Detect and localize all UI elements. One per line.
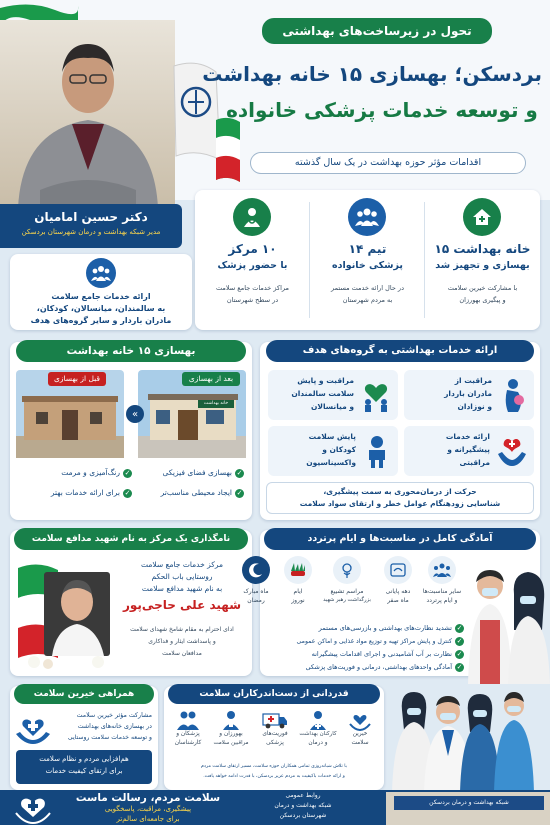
stat-item bbox=[195, 190, 310, 330]
target-item-line: مراقبت از bbox=[454, 376, 492, 385]
target-groups-title: ارائه خدمات بهداشتی به گروه‌های هدف bbox=[266, 340, 534, 362]
appreciation-item bbox=[254, 710, 296, 748]
occasion-label: بزرگداشت رهبر شهید bbox=[323, 597, 371, 603]
occasion-label: دهه پایانی bbox=[385, 588, 411, 595]
subtitle-pill bbox=[250, 152, 526, 174]
family-icon bbox=[86, 258, 116, 288]
check-icon: ✓ bbox=[124, 488, 131, 497]
martyr-title: نامگذاری یک مرکز به نام شهید مدافع سلامت bbox=[14, 528, 248, 550]
target-item bbox=[404, 426, 534, 476]
health-staff-icon bbox=[308, 710, 328, 730]
occasion-label: رمضان bbox=[247, 597, 265, 604]
martyr-name: شهید علی حاجی‌پور bbox=[122, 598, 242, 612]
renovation-check bbox=[132, 468, 244, 478]
target-groups-note bbox=[266, 482, 534, 514]
highlight-line: هم‌افزایی مردم و نظام سلامت bbox=[39, 755, 129, 763]
footer-org2: شبکه بهداشت و درمان bbox=[274, 802, 332, 809]
occasion-item bbox=[236, 556, 276, 616]
target-item bbox=[268, 370, 398, 420]
ambulance-icon bbox=[262, 710, 288, 730]
martyr-card bbox=[10, 530, 252, 676]
official-name: دکتر حسین امامیان bbox=[34, 210, 148, 224]
occasions-title: آمادگی کامل در مناسبت‌ها و ایام پرتردد bbox=[264, 528, 536, 550]
target-item-line: و نوزادان bbox=[457, 402, 492, 411]
target-item-line: مراقبتی bbox=[459, 458, 490, 467]
footer-heart-logo-icon bbox=[16, 793, 50, 823]
martyr-portrait bbox=[18, 558, 114, 670]
appreciation-label: سلامت bbox=[351, 740, 369, 746]
stat-item bbox=[425, 190, 540, 330]
check-icon: ✓ bbox=[456, 662, 463, 671]
before-after-arrow-icon: » bbox=[126, 405, 144, 423]
stat-title: خانه بهداشت ۱۵ bbox=[434, 242, 531, 256]
bullet-text: کنترل و پایش مراکز تهیه و توزیع مواد غذایی و اماکن عمومی bbox=[296, 638, 452, 645]
appreciation-card bbox=[164, 686, 384, 790]
occasion-label: ایام bbox=[293, 588, 303, 595]
team-icon bbox=[348, 198, 386, 236]
stat-title: ۱۰ مرکز bbox=[228, 242, 277, 256]
renovation-check bbox=[20, 468, 132, 478]
check-icon: ✓ bbox=[236, 488, 243, 497]
donors-highlight bbox=[16, 750, 152, 784]
martyr-desc: ادای احترام به مقام شامخ شهدای سلامت bbox=[130, 626, 234, 633]
calligraphy-icon bbox=[384, 556, 412, 584]
check-icon: ✓ bbox=[124, 468, 131, 477]
martyr-desc: مدافعان سلامت bbox=[162, 650, 202, 657]
target-item-line: پیشگیرانه و bbox=[447, 445, 490, 454]
stat-desc-sub: در سطح شهرستان bbox=[226, 296, 279, 304]
appreciation-title: قدردانی از دست‌اندرکاران سلامت bbox=[168, 684, 380, 704]
target-item-line: مادران باردار bbox=[444, 389, 492, 398]
martyr-desc: و پاسداشت ایثار و فداکاری bbox=[148, 638, 216, 645]
doctors-icon bbox=[177, 710, 199, 730]
services-line3: مادران باردار و سایر گروه‌های هدف bbox=[30, 316, 172, 325]
footer-org3: شهرستان بردسکن bbox=[279, 812, 327, 819]
target-item-line: سلامت سالمندان bbox=[291, 389, 354, 398]
elderly-care-icon bbox=[360, 378, 392, 412]
target-item bbox=[404, 370, 534, 420]
target-item-line: و میانسالان bbox=[310, 402, 354, 411]
donors-line: مشارکت مؤثر خیرین سلامت bbox=[76, 712, 152, 719]
family-crowd-icon bbox=[428, 556, 456, 584]
stat-desc-sub: و پیگیری بهورزان bbox=[459, 296, 506, 304]
donors-line: در بهسازی خانه‌های بهداشت bbox=[77, 723, 152, 730]
heart-hands-icon bbox=[16, 712, 50, 744]
check-text: بهسازی فضای فیزیکی bbox=[162, 468, 232, 477]
doctor-icon bbox=[233, 198, 271, 236]
comprehensive-services-card bbox=[10, 254, 192, 330]
occasion-label: ماه صفر bbox=[387, 597, 409, 604]
building-sign: شبکه بهداشت و درمان بردسکن bbox=[394, 796, 544, 810]
appreciation-item bbox=[340, 710, 380, 748]
official-role: مدیر شبکه بهداشت و درمان شهرستان بردسکن bbox=[21, 228, 161, 236]
stat-title-sub: با حضور پزشک bbox=[217, 260, 288, 271]
page-title-line1: بردسکن؛ بهسازی ۱۵ خانه بهداشت bbox=[202, 62, 542, 86]
highlight-line: برای ارتقای کیفیت خدمات bbox=[45, 767, 123, 775]
subtitle-text: اقدامات مؤثر حوزه بهداشت در یک سال گذشته bbox=[294, 157, 482, 168]
martyr-line: روستایی باب الحکم bbox=[151, 572, 213, 581]
footer-sub2: برای جامعه‌ای سالم‌تر bbox=[116, 815, 180, 823]
appreciation-label: پزشکان و bbox=[176, 731, 200, 737]
appreciation-item bbox=[298, 710, 338, 748]
martyr-line: مرکز خدمات جامع سلامت bbox=[140, 560, 224, 569]
stat-desc-sub: به مردم شهرستان bbox=[342, 296, 393, 304]
occasion-item bbox=[320, 556, 374, 616]
bullet-text: تشدید نظارت‌های بهداشتی و بازرسی‌های مستمر bbox=[318, 624, 452, 632]
target-item-line: کودکان و bbox=[322, 445, 356, 454]
renovation-check bbox=[20, 488, 132, 498]
appreciation-note: و ارائه خدمات باکیفیت به مردم عزیز بردسکن، با قدرت ادامه خواهد یافت. bbox=[203, 774, 345, 779]
appreciation-label: پزشکی bbox=[266, 740, 284, 746]
check-icon: ✓ bbox=[456, 649, 463, 658]
stat-desc: با مشارکت خیرین سلامت bbox=[447, 284, 518, 292]
note-line: شناسایی زودهنگام عوامل خطر و ارتقای سواد سلامت bbox=[299, 499, 501, 508]
after-label: بعد از بهسازی bbox=[182, 372, 240, 386]
donors-line: و توسعه خدمات سلامت روستایی bbox=[67, 734, 152, 741]
appreciation-label: خیرین bbox=[352, 731, 368, 737]
target-item-line: ارائه خدمات bbox=[445, 432, 490, 441]
appreciation-note: با تلاش شبانه‌روزی تمامی همکاران حوزه سلامت، مسیر ارتقای سلامت مردم bbox=[201, 764, 347, 769]
occasion-bullets bbox=[264, 622, 464, 674]
stat-desc: در حال ارائه خدمت مستمر bbox=[331, 284, 404, 292]
appreciation-label: مراقبین سلامت bbox=[213, 740, 249, 746]
bullet-item bbox=[264, 648, 464, 661]
stat-title-sub: پزشکی خانواده bbox=[332, 260, 403, 271]
services-line1: ارائه خدمات جامع سلامت bbox=[51, 292, 151, 301]
stats-card bbox=[195, 190, 540, 330]
house-sign: خانه بهداشت bbox=[203, 401, 229, 406]
bullet-text: آمادگی واحدهای بهداشتی، درمانی و فوریت‌های پزشکی bbox=[305, 663, 452, 671]
pregnant-mother-icon bbox=[498, 378, 528, 412]
appreciation-label: کارشناسان bbox=[174, 740, 202, 746]
before-label: قبل از بهسازی bbox=[48, 372, 106, 386]
occasion-item bbox=[278, 556, 318, 616]
footer-org1: روابط عمومی bbox=[285, 792, 321, 799]
occasion-label: مراسم تشییع bbox=[330, 588, 364, 595]
occasion-label: و ایام پرتردد bbox=[426, 597, 458, 604]
appreciation-label: بهورزان و bbox=[219, 731, 243, 737]
house-medical-icon bbox=[463, 198, 501, 236]
check-icon: ✓ bbox=[456, 636, 463, 645]
donors-card bbox=[10, 686, 158, 790]
check-text: برای ارائه خدمات بهتر bbox=[50, 488, 120, 497]
stat-item bbox=[310, 190, 425, 330]
stat-desc: مراکز خدمات جامع سلامت bbox=[216, 284, 289, 292]
target-item bbox=[268, 426, 398, 476]
occasion-item bbox=[376, 556, 420, 616]
footer-slogan: سلامت مردم، رسالت ماست bbox=[75, 792, 221, 804]
footer-building bbox=[386, 792, 550, 825]
healthcare-workers-illustration bbox=[462, 560, 550, 684]
occasion-label: سایر مناسبت‌ها bbox=[422, 588, 462, 595]
appreciation-label: فوریت‌های bbox=[262, 731, 288, 737]
note-line: حرکت از درمان‌محوری به سمت پیشگیری، bbox=[323, 487, 477, 496]
footer-sub1: پیشگیری، مراقبت، پاسخگویی bbox=[104, 805, 192, 813]
appreciation-item bbox=[168, 710, 208, 748]
official-name-plaque bbox=[0, 204, 182, 248]
stat-title-sub: بهسازی و تجهیز شد bbox=[435, 260, 530, 271]
target-item-line: مراقبت و پایش bbox=[297, 376, 354, 385]
renovation-card bbox=[10, 342, 252, 520]
check-icon: ✓ bbox=[236, 468, 243, 477]
occasion-label: ماه مبارک bbox=[243, 588, 269, 595]
appreciation-label: کارکنان بهداشت bbox=[299, 731, 337, 737]
bullet-item bbox=[264, 635, 464, 648]
stat-title: تیم ۱۴ bbox=[348, 242, 387, 256]
occasion-label: نوروز bbox=[291, 597, 305, 604]
services-line2: به سالمندان، میانسالان، کودکان، bbox=[36, 304, 166, 313]
bullet-item bbox=[264, 622, 464, 635]
header-pill: تحول در زیرساخت‌های بهداشتی bbox=[262, 18, 492, 44]
appreciation-item bbox=[210, 710, 252, 748]
martyr-line: به نام شهید مدافع سلامت bbox=[141, 584, 223, 593]
medical-team-illustration bbox=[386, 686, 550, 792]
appreciation-label: و درمان bbox=[308, 740, 328, 746]
check-icon: ✓ bbox=[456, 623, 463, 632]
heart-hand-icon bbox=[350, 710, 370, 730]
rose-icon bbox=[333, 556, 361, 584]
target-item-line: پایش سلامت bbox=[308, 432, 356, 441]
donors-title: همراهی خیرین سلامت bbox=[14, 684, 154, 704]
bullet-text: نظارت بر آب آشامیدنی و اجرای اقدامات پیشگیرانه bbox=[311, 650, 452, 658]
renovation-title: بهسازی ۱۵ خانه بهداشت bbox=[16, 340, 246, 362]
page-title-line2: و توسعه خدمات پزشکی خانواده bbox=[226, 98, 538, 122]
check-text: ایجاد محیطی مناسب‌تر bbox=[160, 488, 232, 497]
bullet-item bbox=[264, 661, 464, 674]
target-groups-card bbox=[260, 342, 540, 520]
health-worker-icon bbox=[221, 710, 241, 730]
crescent-moon-icon bbox=[242, 556, 270, 584]
preventive-care-icon bbox=[496, 434, 528, 468]
official-photo bbox=[0, 20, 175, 208]
check-text: رنگ‌آمیزی و مرمت bbox=[61, 468, 120, 477]
child-vaccination-icon bbox=[362, 434, 392, 468]
renovation-check bbox=[132, 488, 244, 498]
sabzeh-icon bbox=[284, 556, 312, 584]
occasion-item bbox=[420, 556, 464, 616]
target-item-line: واکسیناسیون bbox=[306, 458, 356, 467]
